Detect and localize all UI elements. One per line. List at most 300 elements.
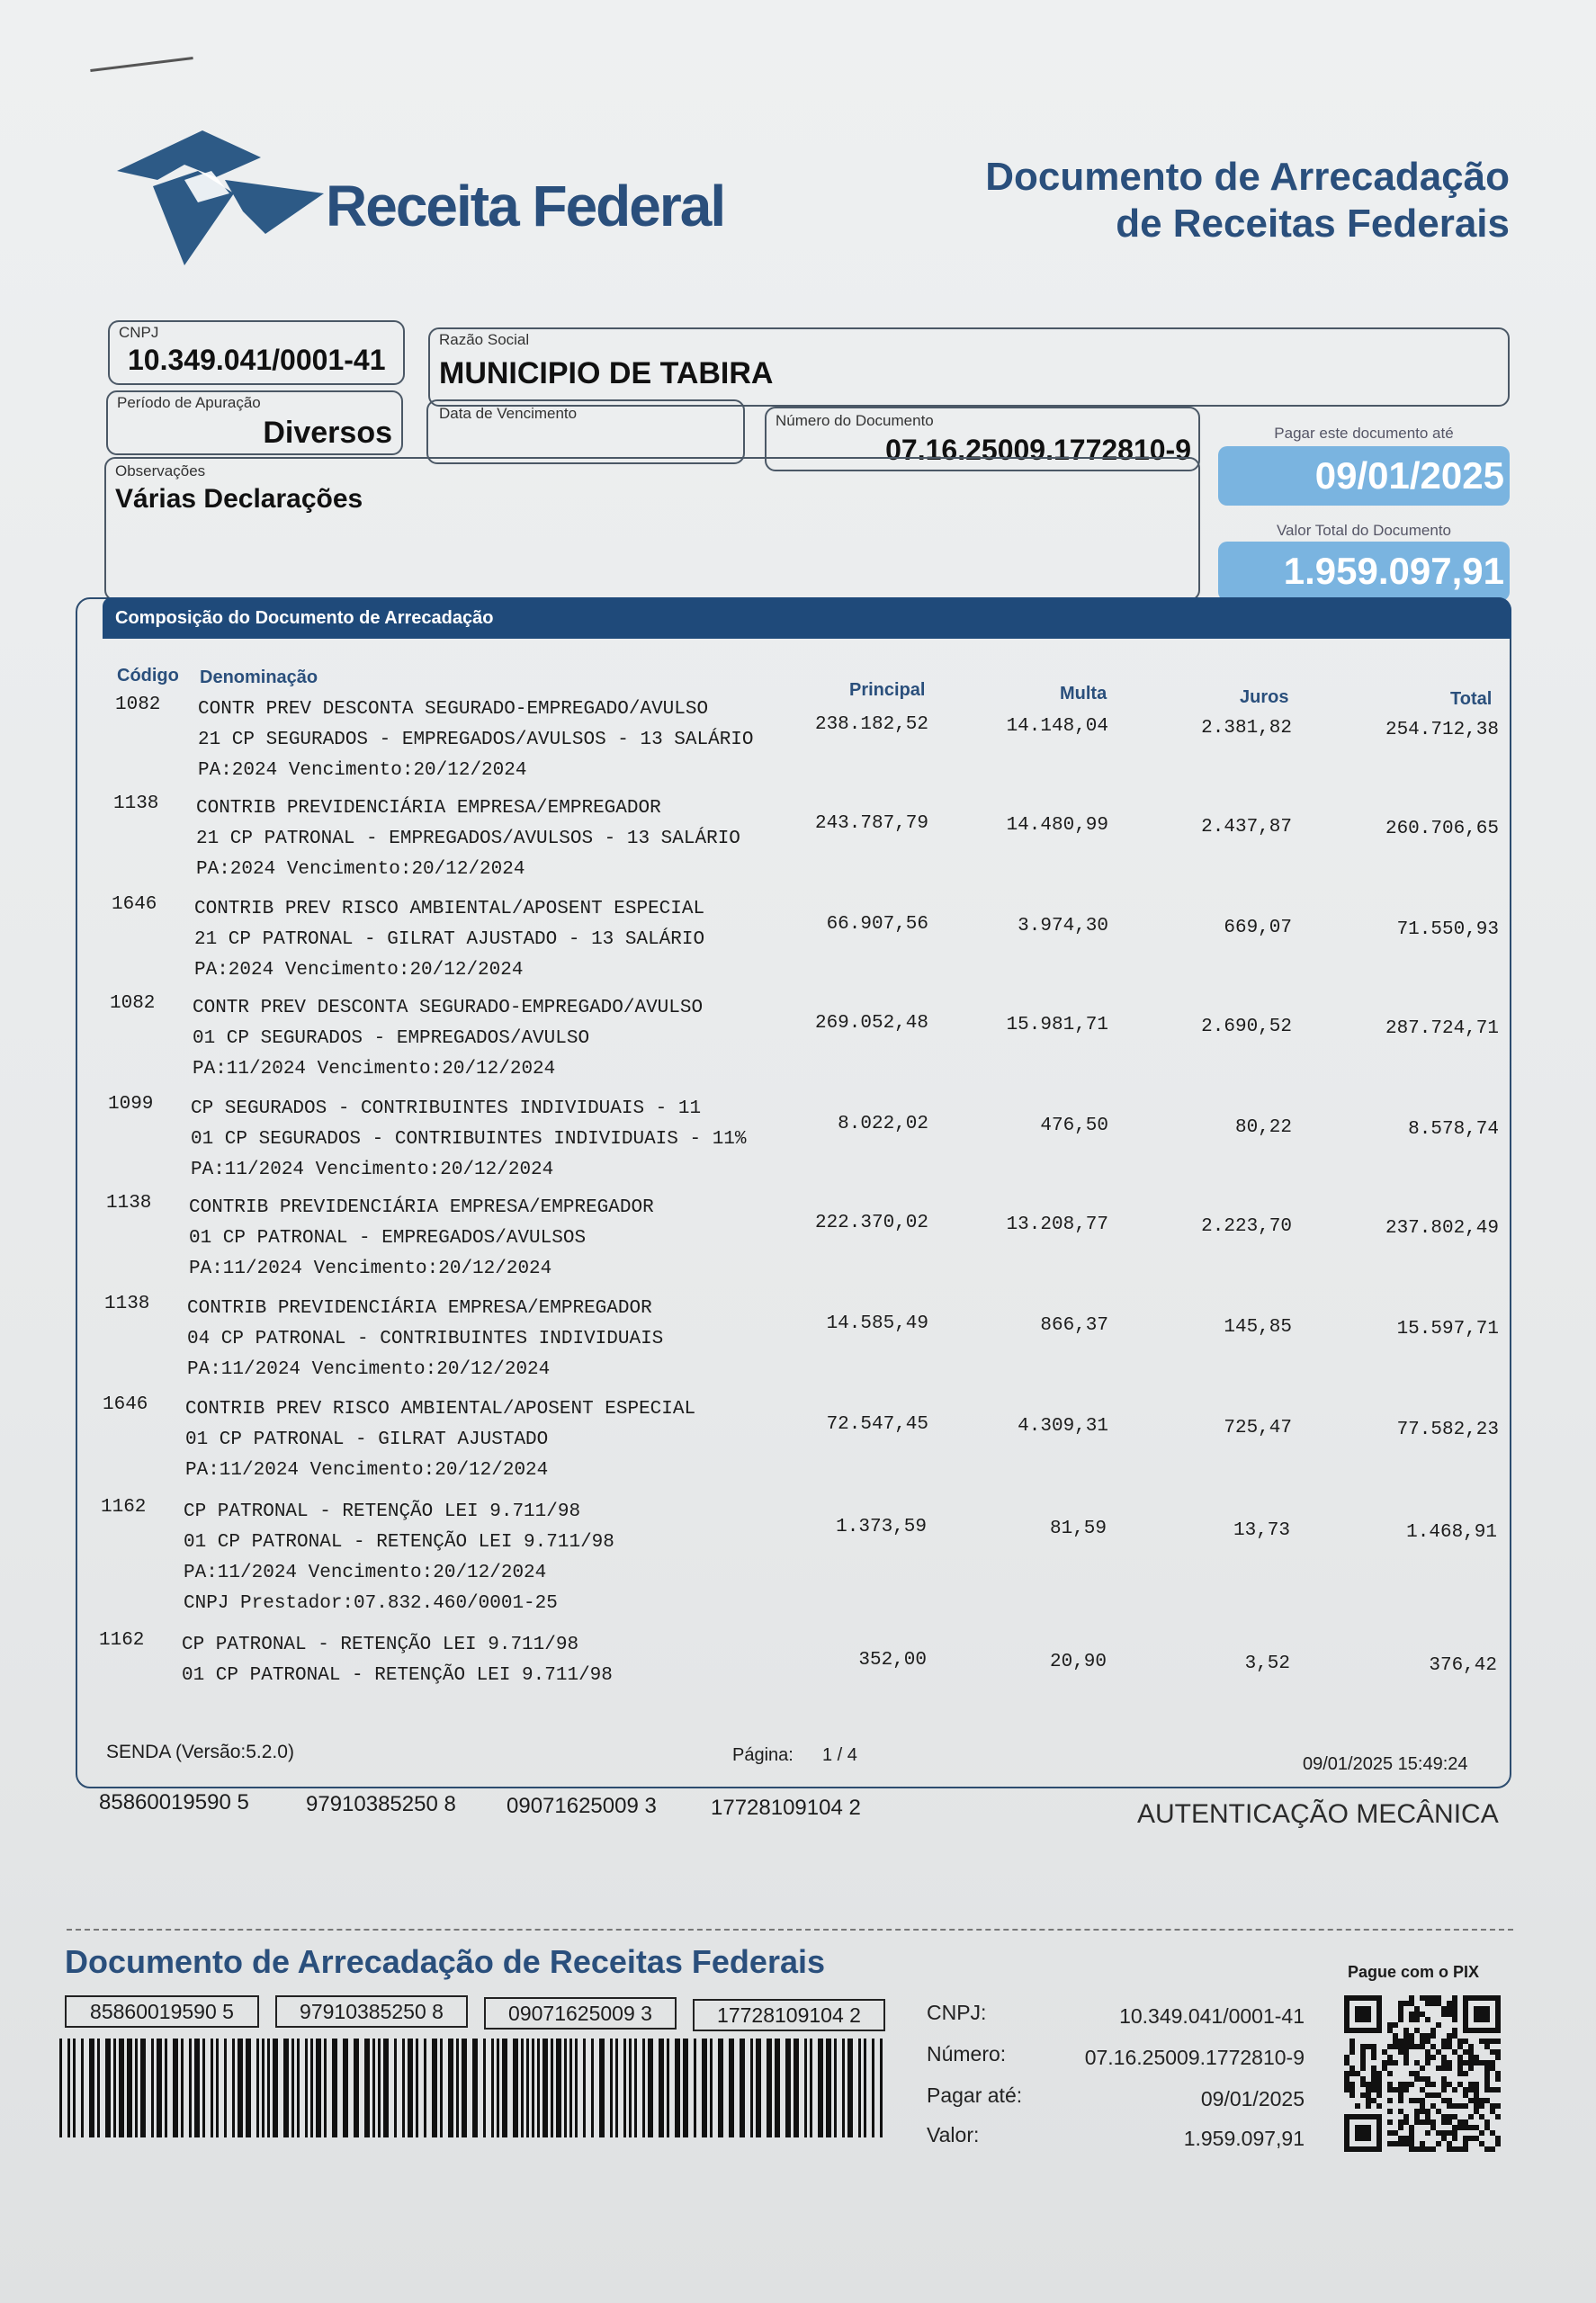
qr-module	[1344, 2071, 1349, 2076]
qr-module	[1468, 2125, 1474, 2130]
qr-module	[1420, 2044, 1425, 2049]
row-codigo: 1099	[108, 1094, 154, 1115]
barcode-bar	[73, 2039, 76, 2137]
row-codigo: 1082	[115, 694, 161, 715]
qr-module	[1468, 2028, 1474, 2033]
stub-valor-key: Valor:	[927, 2123, 980, 2146]
row-codigo: 1646	[103, 1394, 148, 1415]
barcode-bar	[267, 2039, 270, 2137]
barcode-bar	[59, 2039, 62, 2137]
header-juros: Juros	[1240, 687, 1289, 707]
barcode-bar	[113, 2039, 116, 2137]
qr-module	[1425, 2082, 1430, 2087]
qr-module	[1495, 2141, 1501, 2146]
qr-module	[1360, 2092, 1366, 2098]
barcode-bar	[542, 2039, 548, 2137]
qr-module	[1495, 2114, 1501, 2119]
barcode-bar	[416, 2039, 418, 2137]
qr-module	[1420, 2103, 1425, 2109]
qr-module	[1441, 2098, 1447, 2103]
qr-module	[1495, 2136, 1501, 2141]
barcode-bar	[127, 2039, 132, 2137]
qr-module	[1441, 2076, 1447, 2082]
razao-social-box	[428, 327, 1510, 407]
qr-module	[1420, 2098, 1425, 2103]
qr-module	[1355, 2017, 1360, 2022]
qr-module	[1474, 2092, 1479, 2098]
row-total: 376,42	[1429, 1655, 1497, 1676]
barcode-bar	[521, 2039, 524, 2137]
barcode-bar	[462, 2039, 467, 2137]
qr-module	[1355, 2114, 1360, 2119]
barcode-bar	[448, 2039, 453, 2137]
qr-module	[1371, 2071, 1376, 2076]
barcode-bar	[750, 2039, 753, 2137]
qr-module	[1474, 2087, 1479, 2092]
barcode-bar	[491, 2039, 494, 2137]
barcode-bar	[872, 2039, 874, 2137]
qr-module	[1463, 2146, 1468, 2152]
qr-module	[1376, 2136, 1382, 2141]
qr-module	[1360, 2066, 1366, 2071]
qr-module	[1409, 2071, 1414, 2076]
stub-valor-val: 1.959.097,91	[1183, 2127, 1305, 2150]
qr-module	[1403, 2055, 1409, 2060]
qr-module	[1490, 2109, 1495, 2114]
qr-module	[1430, 2092, 1436, 2098]
qr-module	[1420, 2087, 1425, 2092]
qr-module	[1360, 1995, 1366, 2001]
barcode-bar	[826, 2039, 831, 2137]
razao-social-value: MUNICIPIO DE TABIRA	[439, 356, 774, 390]
qr-module	[1344, 2130, 1349, 2136]
observacoes-box	[104, 457, 1200, 601]
row-codigo: 1162	[101, 1497, 147, 1518]
linha-digitavel-3: 09071625009 3	[507, 1794, 657, 1818]
qr-module	[1479, 2028, 1484, 2033]
qr-module	[1409, 1995, 1414, 2001]
barcode-bar	[408, 2039, 413, 2137]
qr-module	[1430, 2103, 1436, 2109]
qr-module	[1376, 2001, 1382, 2006]
qr-module	[1484, 2028, 1490, 2033]
barcode-bar	[694, 2039, 696, 2137]
linha-digitavel-4: 17728109104 2	[711, 1796, 861, 1820]
qr-module	[1366, 2028, 1371, 2033]
qr-module	[1420, 2076, 1425, 2082]
qr-module	[1414, 2109, 1420, 2114]
row-denominacao-line: CONTRIB PREVIDENCIÁRIA EMPRESA/EMPREGADOR	[189, 1197, 654, 1218]
qr-module	[1344, 2012, 1349, 2017]
qr-module	[1447, 2006, 1452, 2012]
row-total: 1.468,91	[1406, 1522, 1497, 1543]
qr-module	[1387, 2028, 1393, 2033]
qr-module	[1495, 2006, 1501, 2012]
qr-module	[1495, 2022, 1501, 2028]
vencimento-label: Data de Vencimento	[439, 405, 578, 422]
barcode-bar	[432, 2039, 437, 2137]
barcode-bar	[291, 2039, 294, 2137]
row-denominacao-line: 01 CP PATRONAL - RETENÇÃO LEI 9.711/98	[182, 1665, 613, 1686]
barcode-bar	[211, 2039, 213, 2137]
qr-module	[1484, 2012, 1490, 2017]
row-denominacao-line: CP SEGURADOS - CONTRIBUINTES INDIVIDUAIS - 11	[191, 1098, 702, 1119]
qr-module	[1409, 2039, 1414, 2044]
qr-module	[1463, 2022, 1468, 2028]
barcode-bar	[537, 2039, 540, 2137]
qr-module	[1447, 2066, 1452, 2071]
qr-module	[1495, 2071, 1501, 2076]
barcode-bar	[232, 2039, 235, 2137]
barcode-bar	[702, 2039, 707, 2137]
qr-module	[1463, 2071, 1468, 2076]
qr-module	[1414, 2044, 1420, 2049]
qr-module	[1484, 2146, 1490, 2152]
qr-module	[1355, 1995, 1360, 2001]
qr-module	[1355, 2028, 1360, 2033]
header-principal: Principal	[849, 680, 926, 700]
barcode-bar	[775, 2039, 780, 2137]
qr-module	[1344, 2087, 1349, 2092]
qr-module	[1344, 2146, 1349, 2152]
barcode-bar	[202, 2039, 205, 2137]
qr-module	[1452, 2136, 1457, 2141]
qr-module	[1393, 2033, 1398, 2039]
barcode-bar	[880, 2039, 883, 2137]
qr-module	[1366, 2136, 1371, 2141]
qr-module	[1371, 1995, 1376, 2001]
row-multa: 866,37	[1040, 1315, 1108, 1336]
qr-module	[1398, 2039, 1403, 2044]
qr-module	[1344, 2028, 1349, 2033]
qr-module	[1447, 2114, 1452, 2119]
qr-module	[1447, 2012, 1452, 2017]
qr-module	[1360, 2076, 1366, 2082]
barcode-bar	[642, 2039, 645, 2137]
barcode-bar	[526, 2039, 529, 2137]
row-principal: 243.787,79	[814, 813, 928, 834]
barcode-bar	[683, 2039, 688, 2137]
logo-text: Receita Federal	[326, 174, 725, 238]
qr-module	[1420, 2109, 1425, 2114]
qr-module	[1474, 2136, 1479, 2141]
qr-module	[1387, 2130, 1393, 2136]
barcode-bar	[354, 2039, 359, 2137]
qr-module	[1484, 2119, 1490, 2125]
barcode-bar	[513, 2039, 518, 2137]
row-multa: 13.208,77	[1006, 1214, 1108, 1235]
barcode-bar	[556, 2039, 561, 2137]
qr-module	[1366, 2017, 1371, 2022]
qr-module	[1403, 2087, 1409, 2092]
barcode-bar	[89, 2039, 94, 2137]
qr-module	[1479, 2103, 1484, 2109]
qr-module	[1447, 2146, 1452, 2152]
barcode-bar	[667, 2039, 669, 2137]
qr-module	[1376, 2092, 1382, 2098]
qr-module	[1452, 2001, 1457, 2006]
observacoes-label: Observações	[115, 462, 206, 479]
header-multa: Multa	[1060, 684, 1107, 703]
row-total: 237.802,49	[1385, 1218, 1499, 1239]
pagar-ate-label: Pagar este documento até	[1274, 425, 1454, 442]
barcode-bar	[324, 2039, 327, 2137]
barcode-bar	[81, 2039, 84, 2137]
row-codigo: 1138	[104, 1294, 150, 1314]
barcode-bar	[378, 2039, 381, 2137]
qr-module	[1447, 2039, 1452, 2044]
qr-module	[1495, 2049, 1501, 2055]
row-codigo: 1138	[113, 793, 159, 814]
qr-module	[1425, 2060, 1430, 2066]
pagar-ate-value: 09/01/2025	[1218, 446, 1510, 506]
qr-module	[1387, 2087, 1393, 2092]
barcode-bar	[834, 2039, 837, 2137]
qr-module	[1382, 2066, 1387, 2071]
qr-module	[1414, 2071, 1420, 2076]
qr-module	[1376, 2022, 1382, 2028]
barcode-bar	[273, 2039, 278, 2137]
barcode-bar	[135, 2039, 138, 2137]
qr-module	[1447, 2060, 1452, 2066]
qr-module	[1355, 2136, 1360, 2141]
barcode-bar	[785, 2039, 791, 2137]
row-denominacao-line: 01 CP PATRONAL - GILRAT AJUSTADO	[185, 1429, 549, 1450]
qr-module	[1414, 2114, 1420, 2119]
autenticacao-mecanica: AUTENTICAÇÃO MECÂNICA	[1137, 1799, 1499, 1829]
qr-module	[1457, 2066, 1463, 2071]
qr-module	[1344, 2060, 1349, 2066]
qr-module	[1403, 2001, 1409, 2006]
barcode-bar	[502, 2039, 507, 2137]
qr-module	[1490, 2028, 1495, 2033]
row-juros: 669,07	[1224, 918, 1292, 938]
row-denominacao-line: CONTR PREV DESCONTA SEGURADO-EMPREGADO/AVULSO	[198, 699, 709, 720]
qr-module	[1398, 2098, 1403, 2103]
row-denominacao-line: PA:11/2024 Vencimento:20/12/2024	[187, 1359, 551, 1380]
row-principal: 352,00	[858, 1650, 927, 1671]
row-total: 15.597,71	[1396, 1319, 1499, 1340]
qr-module	[1425, 2001, 1430, 2006]
barcode-bar	[858, 2039, 861, 2137]
barcode-bar	[718, 2039, 723, 2137]
row-multa: 15.981,71	[1006, 1015, 1108, 1035]
qr-module	[1403, 2044, 1409, 2049]
qr-module	[1463, 2017, 1468, 2022]
row-denominacao-line: PA:11/2024 Vencimento:20/12/2024	[193, 1059, 556, 1080]
row-juros: 2.437,87	[1201, 817, 1292, 838]
qr-module	[1468, 2044, 1474, 2049]
qr-module	[1474, 2103, 1479, 2109]
qr-module	[1452, 2130, 1457, 2136]
qr-module	[1371, 2146, 1376, 2152]
row-principal: 222.370,02	[814, 1213, 928, 1233]
page-value: 1 / 4	[822, 1745, 857, 1765]
qr-module	[1360, 2006, 1366, 2012]
qr-module	[1484, 2060, 1490, 2066]
row-denominacao-line: PA:11/2024 Vencimento:20/12/2024	[189, 1259, 552, 1279]
qr-module	[1409, 2136, 1414, 2141]
qr-module	[1360, 2012, 1366, 2017]
qr-module	[1457, 2039, 1463, 2044]
qr-module	[1490, 2049, 1495, 2055]
vencimento-box	[426, 399, 745, 464]
qr-module	[1398, 2006, 1403, 2012]
qr-module	[1474, 2028, 1479, 2033]
qr-module	[1452, 2028, 1457, 2033]
barcode-bar	[424, 2039, 426, 2137]
barcode-bar	[532, 2039, 534, 2137]
qr-module	[1366, 2044, 1371, 2049]
qr-module	[1430, 2082, 1436, 2087]
qr-module	[1420, 2066, 1425, 2071]
barcode-bar	[262, 2039, 265, 2137]
qr-module	[1441, 2130, 1447, 2136]
qr-module	[1463, 1995, 1468, 2001]
barcode-bar	[440, 2039, 443, 2137]
qr-module	[1414, 2098, 1420, 2103]
qr-module	[1425, 2017, 1430, 2022]
row-total: 260.706,65	[1385, 819, 1499, 839]
qr-module	[1393, 2060, 1398, 2066]
barcode-bar	[729, 2039, 734, 2137]
barcode-bar	[151, 2039, 154, 2137]
qr-module	[1376, 2141, 1382, 2146]
barcode-bar	[343, 2039, 348, 2137]
qr-module	[1360, 2082, 1366, 2087]
qr-module	[1425, 1995, 1430, 2001]
barcode-bar	[615, 2039, 618, 2137]
qr-module	[1436, 2109, 1441, 2114]
row-principal: 14.585,49	[826, 1313, 928, 1334]
qr-module	[1420, 2119, 1425, 2125]
qr-module	[1355, 2103, 1360, 2109]
footer-datetime: 09/01/2025 15:49:24	[1303, 1754, 1468, 1774]
qr-module	[1452, 2146, 1457, 2152]
qr-module	[1484, 2087, 1490, 2092]
stub-pagar-key: Pagar até:	[927, 2083, 1023, 2107]
row-multa: 20,90	[1049, 1652, 1107, 1672]
barcode-bar	[794, 2039, 799, 2137]
barcode-bar	[599, 2039, 605, 2137]
stub-cnpj-val: 10.349.041/0001-41	[1119, 2004, 1305, 2028]
qr-module	[1393, 2044, 1398, 2049]
qr-module	[1414, 2006, 1420, 2012]
qr-module	[1441, 2087, 1447, 2092]
qr-module	[1360, 2055, 1366, 2060]
row-denominacao-line: PA:2024 Vencimento:20/12/2024	[194, 960, 524, 981]
qr-module	[1474, 2060, 1479, 2066]
qr-module	[1414, 2017, 1420, 2022]
linha-digitavel-1: 85860019590 5	[99, 1790, 249, 1815]
qr-module	[1403, 2114, 1409, 2119]
qr-module	[1452, 2125, 1457, 2130]
stub-linha-3: 09071625009 3	[484, 1997, 677, 2030]
barcode-bar	[710, 2039, 713, 2137]
qr-module	[1468, 2049, 1474, 2055]
qr-module	[1490, 2130, 1495, 2136]
qr-module	[1447, 2103, 1452, 2109]
qr-module	[1479, 2012, 1484, 2017]
qr-module	[1452, 2103, 1457, 2109]
barcode-bar	[372, 2039, 375, 2137]
pix-label: Pague com o PIX	[1348, 1963, 1480, 1981]
barcode-bar	[383, 2039, 389, 2137]
qr-module	[1371, 2044, 1376, 2049]
qr-module	[1371, 2087, 1376, 2092]
qr-module	[1398, 2049, 1403, 2055]
qr-module	[1468, 2055, 1474, 2060]
qr-module	[1484, 2044, 1490, 2049]
qr-module	[1425, 2114, 1430, 2119]
qr-module	[1474, 2012, 1479, 2017]
qr-module	[1463, 2049, 1468, 2055]
qr-module	[1398, 2141, 1403, 2146]
row-denominacao-line: CONTRIB PREVIDENCIÁRIA EMPRESA/EMPREGADOR	[187, 1298, 652, 1319]
qr-module	[1420, 2033, 1425, 2039]
row-juros: 725,47	[1224, 1418, 1292, 1438]
qr-module	[1344, 2136, 1349, 2141]
qr-module	[1420, 2141, 1425, 2146]
qr-module	[1484, 1995, 1490, 2001]
qr-module	[1441, 2012, 1447, 2017]
qr-module	[1479, 1995, 1484, 2001]
qr-module	[1403, 2119, 1409, 2125]
row-multa: 14.480,99	[1006, 815, 1108, 836]
barcode-bar	[842, 2039, 845, 2137]
qr-module	[1479, 2114, 1484, 2119]
qr-module	[1430, 2125, 1436, 2130]
qr-module	[1349, 2028, 1355, 2033]
qr-module	[1474, 2109, 1479, 2114]
qr-module	[1452, 2114, 1457, 2119]
qr-module	[1360, 2146, 1366, 2152]
qr-module	[1490, 2039, 1495, 2044]
qr-module	[1366, 2114, 1371, 2119]
qr-module	[1360, 2044, 1366, 2049]
qr-module	[1376, 2114, 1382, 2119]
senda-version: SENDA (Versão:5.2.0)	[106, 1742, 294, 1762]
barcode-bar	[591, 2039, 594, 2137]
row-denominacao-line: 21 CP SEGURADOS - EMPREGADOS/AVULSOS - 13 SALÁRIO	[198, 730, 754, 750]
row-principal: 8.022,02	[838, 1114, 928, 1134]
row-denominacao-line: CONTRIB PREV RISCO AMBIENTAL/APOSENT ESPECIAL	[194, 899, 705, 919]
row-multa: 3.974,30	[1018, 916, 1108, 936]
qr-module	[1436, 2130, 1441, 2136]
barcode-bar	[483, 2039, 486, 2137]
valor-total-label: Valor Total do Documento	[1276, 522, 1452, 539]
doc-title-line1: Documento de Arrecadação	[985, 155, 1510, 199]
qr-module	[1371, 2082, 1376, 2087]
qr-module	[1387, 2044, 1393, 2049]
qr-module	[1387, 2141, 1393, 2146]
pix-qr-code-icon[interactable]	[1344, 1995, 1502, 2157]
row-codigo: 1162	[99, 1630, 145, 1651]
row-codigo: 1646	[112, 894, 157, 915]
qr-module	[1360, 2028, 1366, 2033]
qr-module	[1398, 2136, 1403, 2141]
barcode-bar	[569, 2039, 572, 2137]
qr-module	[1349, 2071, 1355, 2076]
barcode-bar	[238, 2039, 243, 2137]
row-total: 254.712,38	[1385, 720, 1499, 740]
qr-module	[1484, 2071, 1490, 2076]
qr-module	[1393, 2039, 1398, 2044]
barcode-bar	[675, 2039, 680, 2137]
qr-module	[1414, 2012, 1420, 2017]
qr-module	[1479, 2039, 1484, 2044]
row-multa: 4.309,31	[1018, 1416, 1108, 1437]
